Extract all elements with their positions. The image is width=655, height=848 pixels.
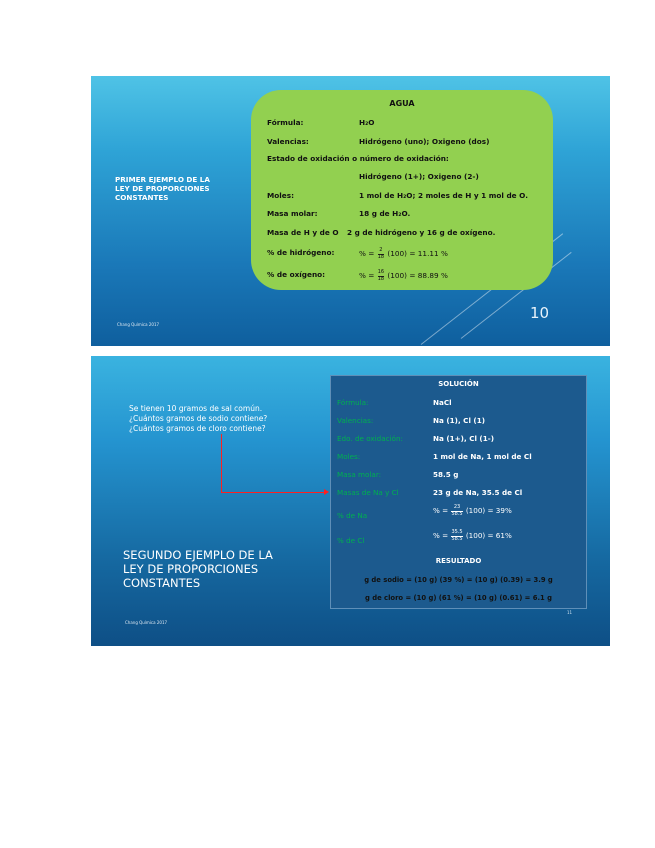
row-value: H₂O [359, 118, 375, 127]
slide-2-title: SEGUNDO EJEMPLO DE LA LEY DE PROPORCIONES CONSTANTES [123, 548, 273, 590]
row-value: Hidrógeno (1+); Oxigeno (2-) [359, 172, 479, 181]
slide-2-page-number: 11 [567, 610, 573, 615]
frac-denominator: 18 [377, 275, 385, 282]
row-label: Masa molar: [267, 209, 318, 218]
row-label: Valencias: [267, 137, 309, 146]
row-label: Masa de H y de O [267, 228, 339, 237]
value-suffix: (100) = 88.89 % [387, 271, 448, 280]
frac-numerator: 35.5 [451, 529, 463, 535]
fraction [451, 530, 462, 542]
row-label: % de Cl [337, 536, 365, 545]
row-value: 58.5 g [433, 470, 459, 479]
fraction [378, 248, 384, 260]
solution-title: SOLUCIÓN [438, 380, 479, 388]
question-line: ¿Cuántos gramos de cloro contiene? [129, 424, 266, 433]
question-line: ¿Cuántos gramos de sodio contiene? [129, 414, 268, 423]
row-value [359, 270, 448, 282]
row-label: Masas de Na y Cl [337, 488, 399, 497]
connector-line [221, 434, 222, 492]
row-label: Fórmula: [337, 398, 369, 407]
row-label: Moles: [337, 452, 361, 461]
row-value: 1 mol de H₂O; 2 moles de H y 1 mol de O. [359, 191, 528, 200]
solution-box [330, 375, 587, 609]
slide-1-page-number: 10 [530, 304, 550, 322]
connector-line [221, 492, 327, 493]
value-prefix: % = [433, 506, 449, 515]
row-value [433, 505, 512, 517]
water-info-box [251, 90, 553, 290]
value-suffix: (100) = 61% [465, 531, 512, 540]
row-label: Valencias: [337, 416, 374, 425]
box-title: AGUA [389, 99, 415, 108]
row-value [433, 530, 512, 542]
row-label: % de oxígeno: [267, 270, 326, 279]
frac-numerator: 16 [377, 269, 385, 275]
slide-1-title: PRIMER EJEMPLO DE LA LEY DE PROPORCIONES CONSTANTES [115, 175, 210, 202]
value-prefix: % = [433, 531, 449, 540]
row-label: Edo. de oxidación: [337, 434, 403, 443]
value-suffix: (100) = 11.11 % [387, 249, 448, 258]
slide-2-footer: Chang Química 2017 [125, 620, 168, 625]
row-label: % de hidrógeno: [267, 248, 335, 257]
slide-1 [91, 76, 610, 346]
frac-numerator: 23 [451, 505, 462, 512]
row-value: 1 mol de Na, 1 mol de Cl [433, 452, 532, 461]
row-label: % de Na [337, 511, 368, 520]
row-value: Hidrógeno (uno); Oxigeno (dos) [359, 137, 490, 146]
result-line: g de cloro = (10 g) (61 %) = (10 g) (0.61) = 6.1 g [364, 594, 553, 602]
frac-numerator: 2 [379, 247, 383, 253]
row-value: Na (1+), Cl (1-) [433, 434, 494, 443]
value-prefix: % = [359, 271, 375, 280]
value-suffix: (100) = 39% [465, 506, 512, 515]
result-title: RESULTADO [435, 557, 482, 565]
row-value: 2 g de hidrógeno y 16 g de oxígeno. [347, 228, 496, 237]
frac-denominator: 58.5 [451, 535, 463, 542]
arrow-head-icon [324, 489, 329, 495]
question-text [129, 404, 267, 434]
row-label: Masa molar: [337, 470, 382, 479]
result-line: g de sodio = (10 g) (39 %) = (10 g) (0.39) = 3.9 g [364, 576, 553, 584]
row-value: Na (1), Cl (1) [433, 416, 485, 425]
row-value: 23 g de Na, 35.5 de Cl [433, 488, 523, 497]
fraction [378, 270, 384, 282]
question-line: Se tienen 10 gramos de sal común. [129, 404, 263, 413]
slide-1-footer: Chang Química 2017 [117, 322, 160, 327]
row-label: Estado de oxidación o número de oxidación: [267, 154, 449, 163]
row-label: Fórmula: [267, 118, 304, 127]
row-value: 18 g de H₂O. [359, 209, 411, 218]
frac-denominator: 18 [377, 253, 385, 260]
row-value: NaCl [433, 398, 452, 407]
row-label: Moles: [267, 191, 294, 200]
fraction [451, 505, 462, 517]
value-prefix: % = [359, 249, 375, 258]
row-value [359, 248, 448, 260]
frac-denominator: 58.5 [451, 510, 463, 517]
slide-2 [91, 356, 610, 646]
